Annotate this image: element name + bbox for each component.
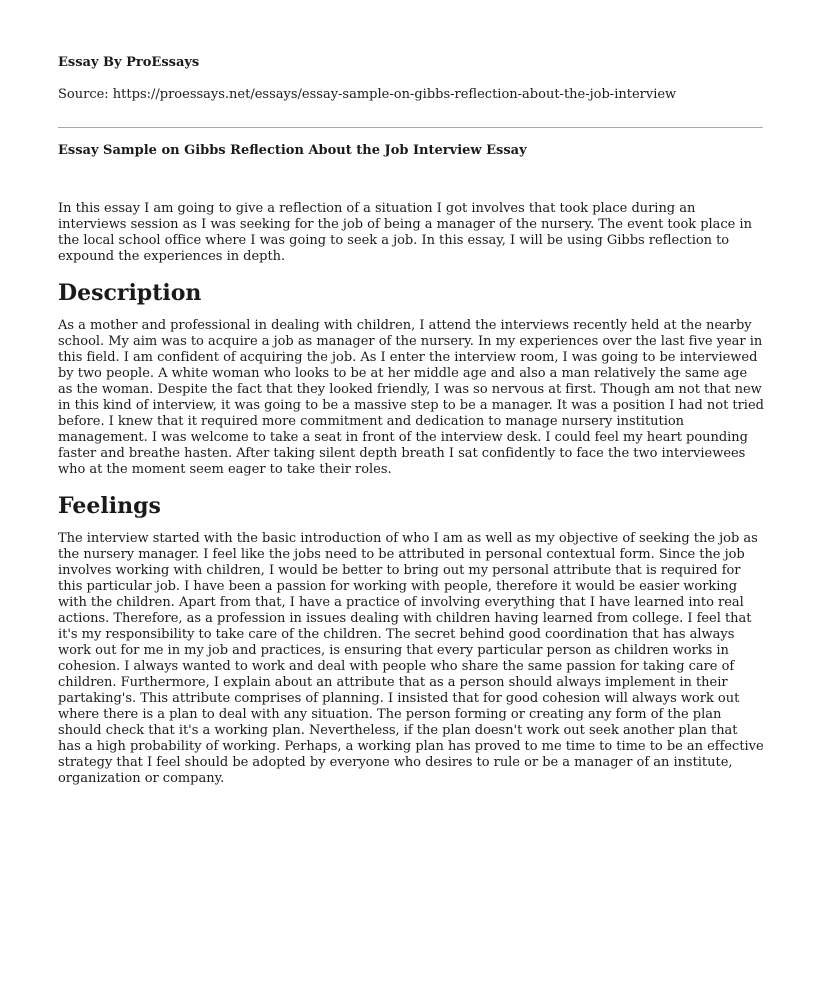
intro-paragraph: In this essay I am going to give a reflection of a situation I got involves that took place during an interviews session as I was seeking for the job of being a manager of the nursery. The event took place in the local school office where I was going to seek a job. In this essay, I will be using Gibbs reflection to expound the experiences in depth.: [58, 201, 752, 264]
section-heading-feelings: Feelings: [58, 493, 161, 519]
essay-body: [58, 201, 764, 787]
description-paragraph: As a mother and professional in dealing with children, I attend the interviews recently held at the nearby school. My aim was to acquire a job as manager of the nursery. In my experiences over the last five year in this field. I am confident of acquiring the job. As I enter the interview room, I was going to be interviewed by two people. A white woman who looks to be at her middle age and also a man relatively the same age as the woman. Despite the fact that they looked friendly, I was so nervous at first. Though am not that new in this kind of interview, it was going to be a massive step to be a manager. It was a position I had not tried before. I knew that it required more commitment and dedication to manage nursery institution management. I was welcome to take a seat in front of the interview desk. I could feel my heart pounding faster and breathe hasten. After taking silent depth breath I sat confidently to face the two interviewees who at the moment seem eager to take their roles.: [58, 318, 764, 477]
feelings-paragraph: The interview started with the basic introduction of who I am as well as my objective of seeking the job as the nursery manager. I feel like the jobs need to be attributed in personal contextual form. Since the job involves working with children, I would be better to bring out my personal attribute that is required for this particular job. I have been a passion for working with people, therefore it would be easier working with the children. Apart from that, I have a practice of involving everything that I have learned into real actions. Therefore, as a profession in issues dealing with children having learned from college. I feel that it's my responsibility to take care of the children. The secret behind good coordination that has always work out for me in my job and practices, is ensuring that every particular person as children works in cohesion. I always wanted to work and deal with people who share the same passion for taking care of children. Furthermore, I explain about an attribute that as a person should always implement in their partaking's. This attribute comprises of planning. I insisted that for good cohesion will always work out where there is a plan to deal with any situation. The person forming or creating any form of the plan should check that it's a working plan. Nevertheless, if the plan doesn't work out seek another plan that has a high probability of working. Perhaps, a working plan has proved to me time to time to be an effective strategy that I feel should be adopted by everyone who desires to rule or be a manager of an institute, organization or company.: [58, 531, 764, 786]
header-divider: [58, 127, 763, 128]
source-url: Source: https://proessays.net/essays/essay-sample-on-gibbs-reflection-about-the-job-interview: [58, 87, 677, 102]
author-byline: Essay By ProEssays: [58, 55, 200, 70]
essay-title: Essay Sample on Gibbs Reflection About the Job Interview Essay: [58, 143, 527, 158]
section-heading-description: Description: [58, 280, 202, 306]
